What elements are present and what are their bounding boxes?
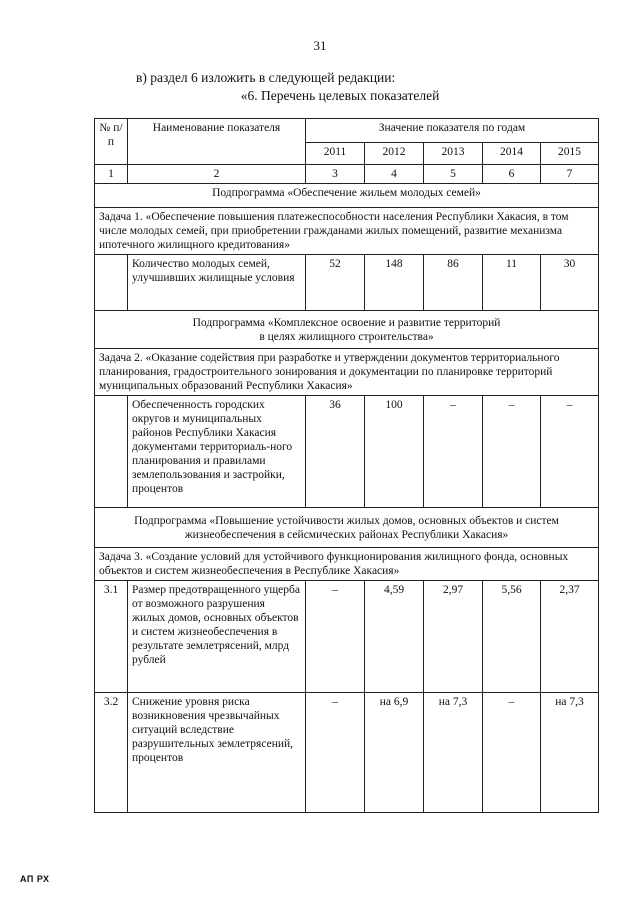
row-value: 2,37: [541, 581, 599, 693]
row-num: [95, 255, 128, 311]
row-value: на 6,9: [365, 693, 424, 813]
row-value: 100: [365, 396, 424, 508]
header-year: 2011: [306, 143, 365, 165]
subprogram-title-line: Подпрограмма «Повышение устойчивости жилых домов, основных объектов и систем: [134, 514, 559, 527]
row-num: [95, 396, 128, 508]
index-row: [95, 165, 599, 184]
header-year: 2012: [365, 143, 424, 165]
table-row: [95, 693, 599, 813]
header-name: Наименование показателя: [128, 119, 306, 165]
page-number: 31: [313, 38, 327, 53]
subprogram-title: [95, 311, 599, 349]
subprogram-title-line: Подпрограмма «Комплексное освоение и развитие территорий: [192, 316, 501, 329]
row-value: 36: [306, 396, 365, 508]
task-text: Задача 1. «Обеспечение повышения платежеспособности населения Республики Хакасия, в том числе молодых семей, при приобретении гражданами жилых помещений, развитие механизма ипотечного жилищного кредитования»: [95, 208, 599, 255]
row-num: 3.2: [95, 693, 128, 813]
row-value: на 7,3: [424, 693, 483, 813]
index-cell: 2: [128, 165, 306, 184]
row-value: 86: [424, 255, 483, 311]
index-cell: 4: [365, 165, 424, 184]
subprogram-title-line: в целях жилищного строительства»: [259, 330, 434, 343]
row-num: 3.1: [95, 581, 128, 693]
row-value: 5,56: [483, 581, 541, 693]
task-text: Задача 3. «Создание условий для устойчивого функционирования жилищного фонда, основных объектов и систем жизнеобеспечения в Республике Хакасия»: [95, 548, 599, 581]
row-value: 148: [365, 255, 424, 311]
row-value: 11: [483, 255, 541, 311]
index-cell: 7: [541, 165, 599, 184]
intro-text: в) раздел 6 изложить в следующей редакции:: [136, 70, 396, 85]
header-year: 2014: [483, 143, 541, 165]
row-value: 52: [306, 255, 365, 311]
indicators-table: [94, 118, 599, 813]
row-value: –: [424, 396, 483, 508]
table-row: [95, 255, 599, 311]
task-text: Задача 2. «Оказание содействия при разработке и утверждении документов территориального планирования, градостроительного зонирования и документации по планировке территорий муниципальных образований Республики Хакасия»: [95, 349, 599, 396]
row-name: Количество молодых семей, улучшивших жилищные условия: [128, 255, 306, 311]
subprogram-title: [95, 508, 599, 548]
footer-mark: АП РХ: [20, 874, 50, 884]
header-num: № п/п: [95, 119, 128, 165]
row-value: 4,59: [365, 581, 424, 693]
row-value: –: [483, 693, 541, 813]
section-heading: «6. Перечень целевых показателей: [240, 88, 440, 103]
row-value: 2,97: [424, 581, 483, 693]
table-row: [95, 581, 599, 693]
subprogram-title-line: жизнеобеспечения в сейсмических районах Республики Хакасия»: [184, 528, 509, 541]
header-year: 2013: [424, 143, 483, 165]
row-value: –: [541, 396, 599, 508]
row-value: –: [306, 693, 365, 813]
index-cell: 1: [95, 165, 128, 184]
header-year: 2015: [541, 143, 599, 165]
row-value: на 7,3: [541, 693, 599, 813]
row-name: Снижение уровня риска возникновения чрезвычайных ситуаций вследствие разрушительных землетрясений, процентов: [128, 693, 306, 813]
table-row: [95, 396, 599, 508]
row-name: Обеспеченность городских округов и муниципальных районов Республики Хакасия документами территориаль-ного планирования и правилами землепользования и застройки, процентов: [128, 396, 306, 508]
row-value: –: [483, 396, 541, 508]
index-cell: 6: [483, 165, 541, 184]
row-name: Размер предотвращенного ущерба от возможного разрушения жилых домов, основных объектов и систем жизнеобеспечения в результате землетрясений, млрд рублей: [128, 581, 306, 693]
subprogram-title: Подпрограмма «Обеспечение жильем молодых семей»: [95, 184, 599, 208]
index-cell: 3: [306, 165, 365, 184]
index-cell: 5: [424, 165, 483, 184]
header-values-group: Значение показателя по годам: [306, 119, 599, 143]
row-value: –: [306, 581, 365, 693]
row-value: 30: [541, 255, 599, 311]
